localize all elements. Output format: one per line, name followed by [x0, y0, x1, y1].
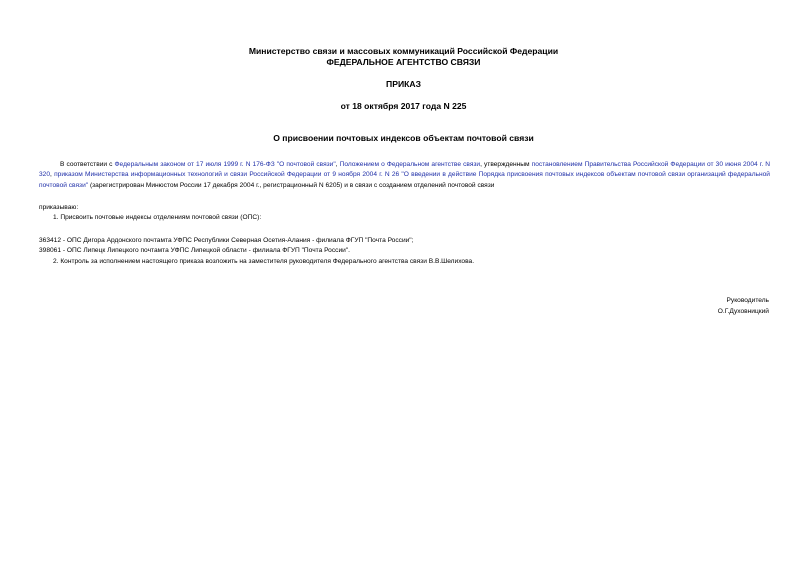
government-decree-link[interactable]: постановлением Правительства Российской Федерации от 30 июня 2004 г. N 320	[39, 161, 771, 179]
postal-index-entry: 363412 - ОПС Дигора Ардонского почтамта УФПС Республики Северная Осетия-Алания - филиала ФГУП "Почта России";	[39, 237, 414, 244]
signatory-title: Руководитель	[726, 297, 769, 304]
preamble-paragraph	[39, 160, 770, 191]
preamble-text: , утвержденным	[480, 161, 532, 168]
preamble-text: ,	[335, 161, 340, 168]
federal-law-link[interactable]: Федеральным законом от 17 июля 1999 г. N 176-ФЗ "О почтовой связи"	[114, 161, 336, 168]
preamble-text: В соответствии с	[60, 161, 115, 168]
agency-name: ФЕДЕРАЛЬНОЕ АГЕНТСТВО СВЯЗИ	[326, 57, 481, 67]
document-subject: О присвоении почтовых индексов объектам почтовой связи	[273, 133, 534, 143]
document-type: ПРИКАЗ	[386, 79, 421, 89]
signatory-name: О.Г.Духовницкий	[717, 308, 769, 315]
ministry-name: Министерство связи и массовых коммуникаций Российской Федерации	[248, 46, 559, 56]
document-date-number: от 18 октября 2017 года N 225	[340, 101, 467, 111]
preamble-text: ,	[50, 171, 55, 179]
ministry-order-link[interactable]: приказом Министерства информационных технологий и связи Российской Федерации от 9 ноября 2004 г. N 26 "О введении в действие Порядка присвоения почтовых индексов объектам почтовой связи организаций федеральной почтовой связи"	[39, 171, 770, 189]
postal-index-entry: 398061 - ОПС Липецк Липецкого почтамта УФПС Липецкой области - филиала ФГУП "Почта России".	[39, 247, 350, 254]
order-item-2: 2. Контроль за исполнением настоящего приказа возложить на заместителя руководителя Федерального агентства связи В.В.Шелихова.	[53, 258, 475, 265]
order-word: приказываю:	[39, 204, 79, 211]
order-item-1: 1. Присвоить почтовые индексы отделениям почтовой связи (ОПС):	[53, 214, 262, 221]
regulation-link[interactable]: Положением о Федеральном агентстве связи	[339, 161, 481, 168]
preamble-text: (зарегистрирован Минюстом России 17 декабря 2004 г., регистрационный N 6205) и в связи с созданием отделений почтовой связи	[88, 181, 495, 189]
